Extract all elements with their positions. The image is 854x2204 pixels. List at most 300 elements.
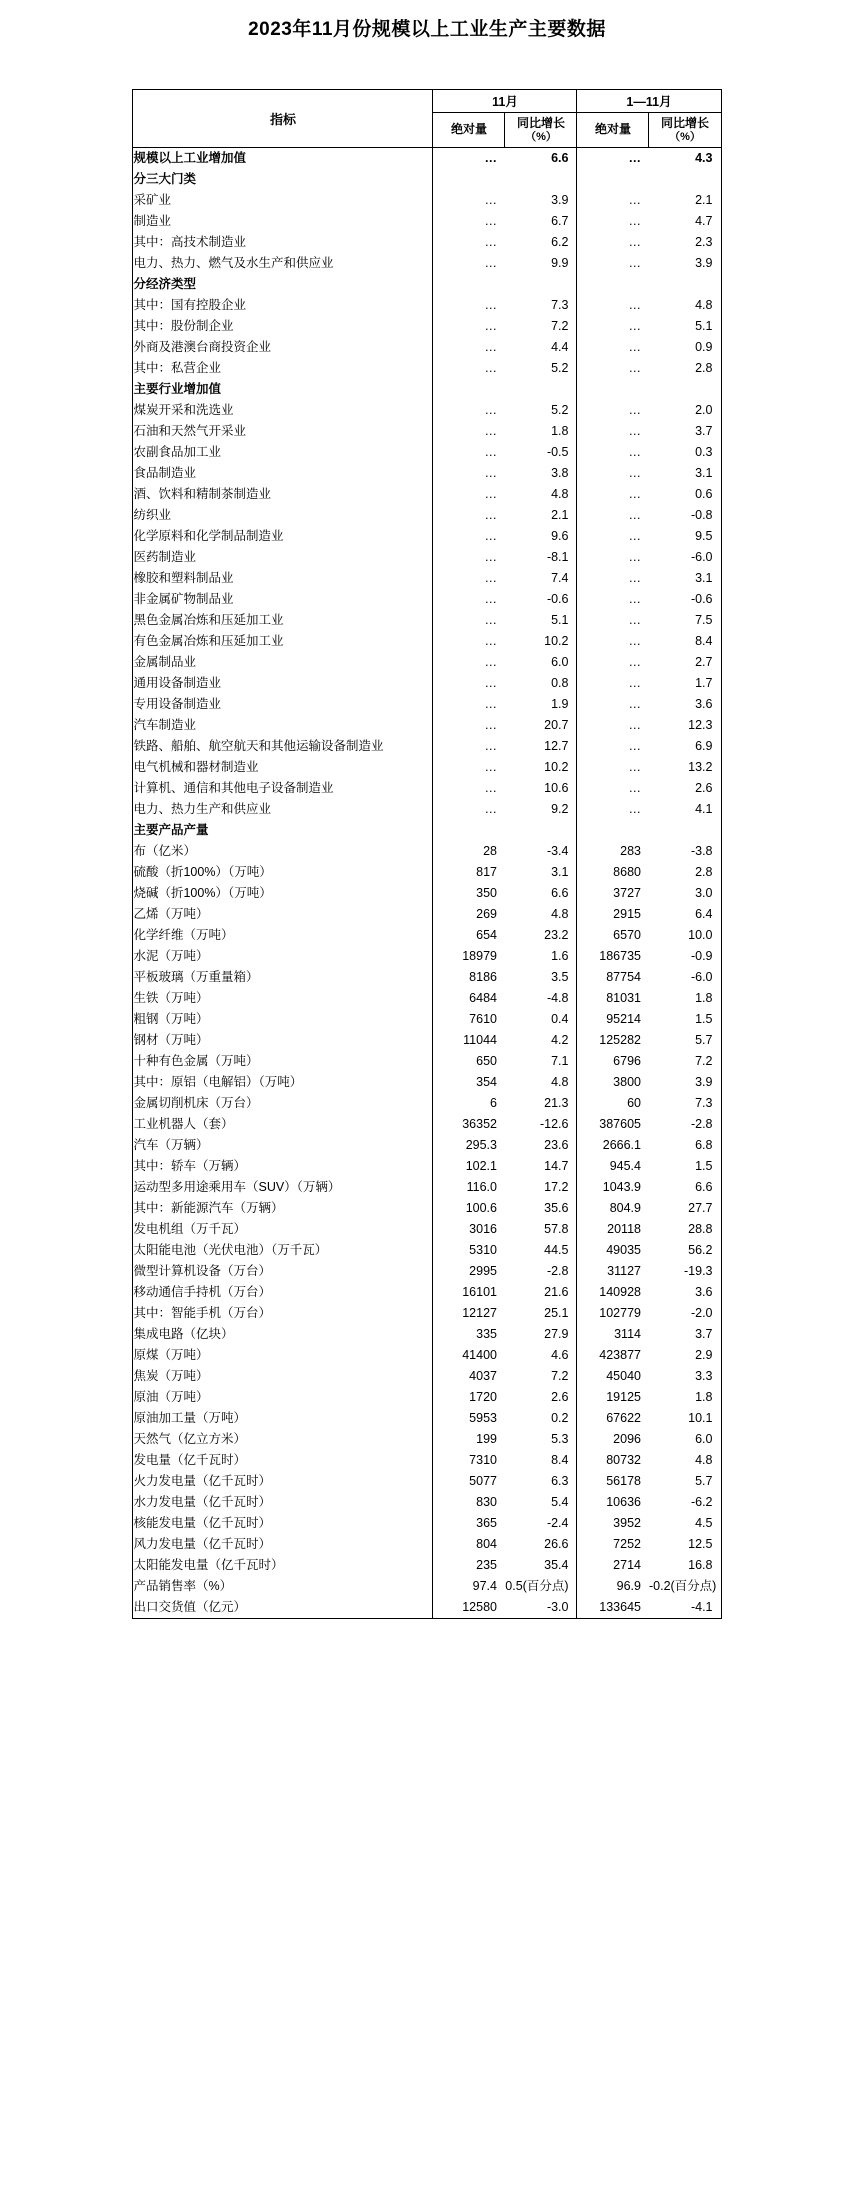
cell-cumulative-yoy: -3.8: [649, 841, 721, 862]
row-label: 主要行业增加值: [133, 379, 433, 400]
table-row: [133, 967, 721, 988]
row-label: 太阳能电池（光伏电池）（万千瓦）: [133, 1240, 433, 1261]
cell-cumulative-yoy: 0.3: [649, 442, 721, 463]
row-label: 产品销售率（%）: [133, 1576, 433, 1597]
cell-month-yoy: 23.2: [544, 928, 569, 942]
row-label: 其中：轿车（万辆）: [133, 1156, 433, 1177]
cell-cumulative-yoy: 12.3: [649, 715, 721, 736]
cell-cumulative-yoy: 3.3: [649, 1366, 721, 1387]
row-label: 出口交货值（亿元）: [133, 1597, 433, 1619]
statistics-table-container: [0, 47, 854, 1629]
cell-cumulative-absolute: …: [577, 190, 649, 211]
cell-cumulative-yoy: -2.0: [649, 1303, 721, 1324]
sub-label-yoy-month: 同比增长: [516, 115, 565, 130]
cell-month-yoy: -12.6: [539, 1117, 569, 1131]
cell-month-yoy: 9.2: [551, 802, 569, 816]
row-label: 黑色金属冶炼和压延加工业: [133, 610, 433, 631]
cell-month-absolute: …: [484, 718, 497, 732]
cell-cumulative-absolute: …: [577, 715, 649, 736]
cell-cumulative-absolute: …: [577, 358, 649, 379]
table-row: [133, 526, 721, 547]
cell-month-absolute: 830: [476, 1495, 497, 1509]
cell-month-yoy: 4.8: [551, 907, 569, 921]
cell-cumulative-absolute: …: [577, 757, 649, 778]
row-label: 其中：高技术制造业: [133, 232, 433, 253]
cell-month-absolute: …: [484, 760, 497, 774]
cell-cumulative-yoy: 27.7: [649, 1198, 721, 1219]
table-row: [133, 1576, 721, 1597]
cell-cumulative-yoy: 3.7: [649, 1324, 721, 1345]
cell-month-absolute: 36352: [462, 1117, 497, 1131]
cell-month-absolute: 12580: [433, 1597, 505, 1619]
column-group-month: 11月: [433, 90, 577, 113]
cell-month-absolute: 654: [476, 928, 497, 942]
cell-month-yoy: 1.6: [551, 949, 569, 963]
cell-cumulative-absolute: [577, 379, 649, 400]
table-row: [133, 379, 721, 400]
cell-month-absolute: …: [484, 781, 497, 795]
table-row: [133, 1009, 721, 1030]
table-row: [133, 1303, 721, 1324]
row-label: 橡胶和塑料制品业: [133, 568, 433, 589]
cell-cumulative-absolute: …: [577, 484, 649, 505]
cell-month-absolute: 18979: [462, 949, 497, 963]
table-row: [133, 631, 721, 652]
table-row: [133, 841, 721, 862]
cell-month-yoy: 3.1: [551, 865, 569, 879]
cell-cumulative-absolute: 423877: [577, 1345, 649, 1366]
table-row: [133, 1198, 721, 1219]
cell-cumulative-yoy: 2.7: [649, 652, 721, 673]
cell-month-yoy: 7.2: [551, 1369, 569, 1383]
cell-month-yoy: 0.4: [551, 1012, 569, 1026]
cell-month-absolute: 2995: [469, 1264, 497, 1278]
cell-month-absolute: 7310: [469, 1453, 497, 1467]
cell-cumulative-absolute: 387605: [577, 1114, 649, 1135]
cell-month-absolute: …: [484, 298, 497, 312]
cell-cumulative-absolute: …: [577, 799, 649, 820]
cell-cumulative-yoy: 4.8: [649, 1450, 721, 1471]
cell-month-yoy: 10.2: [544, 760, 569, 774]
cell-month-absolute: …: [484, 634, 497, 648]
cell-month-absolute: …: [484, 403, 497, 417]
table-row: [133, 925, 721, 946]
cell-month-yoy: 44.5: [544, 1243, 569, 1257]
cell-cumulative-yoy: 4.7: [649, 211, 721, 232]
cell-month-yoy: 0.8: [551, 676, 569, 690]
cell-cumulative-absolute: …: [577, 253, 649, 274]
table-row: [133, 988, 721, 1009]
table-row: [133, 694, 721, 715]
cell-cumulative-absolute: 31127: [577, 1261, 649, 1282]
table-row: [133, 1051, 721, 1072]
cell-month-absolute: …: [484, 802, 497, 816]
cell-cumulative-absolute: …: [577, 211, 649, 232]
cell-cumulative-yoy: 3.6: [649, 694, 721, 715]
table-row: [133, 1261, 721, 1282]
cell-cumulative-yoy: 2.1: [649, 190, 721, 211]
table-row: [133, 190, 721, 211]
table-row: [133, 778, 721, 799]
cell-cumulative-yoy: 1.7: [649, 673, 721, 694]
cell-month-absolute: …: [484, 592, 497, 606]
row-label: 钢材（万吨）: [133, 1030, 433, 1051]
row-label: 天然气（亿立方米）: [133, 1429, 433, 1450]
cell-cumulative-yoy: 1.8: [649, 988, 721, 1009]
cell-cumulative-yoy: 3.9: [649, 1072, 721, 1093]
page-title: 2023年11月份规模以上工业生产主要数据: [248, 19, 606, 40]
cell-month-absolute: 3016: [469, 1222, 497, 1236]
table-row: [133, 316, 721, 337]
cell-month-yoy: 7.2: [551, 319, 569, 333]
cell-month-absolute: 804: [476, 1537, 497, 1551]
cell-month-yoy: 8.4: [551, 1453, 569, 1467]
row-label: 主要产品产量: [133, 820, 433, 841]
cell-month-absolute: …: [484, 529, 497, 543]
cell-month-absolute: …: [484, 424, 497, 438]
table-row: [133, 1030, 721, 1051]
row-label: 化学原料和化学制品制造业: [133, 526, 433, 547]
row-label: 移动通信手持机（万台）: [133, 1282, 433, 1303]
cell-cumulative-yoy: 3.6: [649, 1282, 721, 1303]
table-row: [133, 358, 721, 379]
cell-month-absolute: 5077: [469, 1474, 497, 1488]
row-label: 微型计算机设备（万台）: [133, 1261, 433, 1282]
table-row: [133, 1408, 721, 1429]
cell-cumulative-yoy: -2.8: [649, 1114, 721, 1135]
row-label: 纺织业: [133, 505, 433, 526]
row-label: 石油和天然气开采业: [133, 421, 433, 442]
cell-cumulative-absolute: [577, 820, 649, 841]
cell-cumulative-absolute: 3952: [577, 1513, 649, 1534]
cell-cumulative-absolute: …: [577, 589, 649, 610]
cell-cumulative-yoy: -4.1: [649, 1597, 721, 1619]
cell-month-yoy: 21.6: [544, 1285, 569, 1299]
cell-cumulative-yoy: 3.1: [649, 568, 721, 589]
cell-cumulative-absolute: …: [577, 631, 649, 652]
sub-label-yoy-cumulative: 同比增长: [660, 115, 709, 130]
cell-month-absolute: 817: [476, 865, 497, 879]
cell-month-absolute: 199: [476, 1432, 497, 1446]
row-label: 医药制造业: [133, 547, 433, 568]
cell-cumulative-yoy: 13.2: [649, 757, 721, 778]
table-row: [133, 400, 721, 421]
cell-cumulative-yoy: 2.3: [649, 232, 721, 253]
table-row: [133, 1156, 721, 1177]
cell-month-absolute: 97.4: [472, 1579, 497, 1593]
row-label: 核能发电量（亿千瓦时）: [133, 1513, 433, 1534]
cell-cumulative-yoy: [649, 379, 721, 400]
row-label: 铁路、船舶、航空航天和其他运输设备制造业: [133, 736, 433, 757]
cell-month-absolute: …: [484, 655, 497, 669]
cell-month-yoy: 5.4: [551, 1495, 569, 1509]
cell-month-absolute: …: [484, 214, 497, 228]
cell-cumulative-absolute: …: [577, 505, 649, 526]
sub-unit-yoy-cumulative: （%）: [669, 130, 701, 143]
cell-cumulative-absolute: 186735: [577, 946, 649, 967]
cell-month-yoy: 9.6: [551, 529, 569, 543]
table-row: [133, 1492, 721, 1513]
cell-cumulative-yoy: -0.8: [649, 505, 721, 526]
cell-month-yoy: [505, 169, 577, 190]
cell-month-yoy: -0.6: [546, 592, 569, 606]
cell-cumulative-yoy: 0.6: [649, 484, 721, 505]
cell-cumulative-absolute: …: [577, 736, 649, 757]
cell-month-absolute: …: [484, 676, 497, 690]
table-row: [133, 820, 721, 841]
cell-month-yoy: 0.2: [551, 1411, 569, 1425]
cell-month-absolute: [433, 274, 505, 295]
cell-month-absolute: 5310: [469, 1243, 497, 1257]
cell-month-yoy: 6.2: [551, 235, 569, 249]
cell-cumulative-absolute: 56178: [577, 1471, 649, 1492]
cell-cumulative-yoy: 3.7: [649, 421, 721, 442]
cell-month-absolute: …: [484, 340, 497, 354]
row-label: 硫酸（折100%）（万吨）: [133, 862, 433, 883]
cell-cumulative-absolute: …: [577, 526, 649, 547]
cell-cumulative-absolute: …: [577, 400, 649, 421]
cell-month-yoy: 10.6: [544, 781, 569, 795]
cell-month-absolute: 28: [483, 844, 497, 858]
cell-month-yoy: 9.9: [551, 256, 569, 270]
cell-month-yoy: 21.3: [544, 1096, 569, 1110]
cell-cumulative-yoy: 7.5: [649, 610, 721, 631]
cell-month-yoy: -4.8: [546, 991, 569, 1005]
table-row: [133, 1093, 721, 1114]
cell-cumulative-absolute: 125282: [577, 1030, 649, 1051]
row-label: 太阳能发电量（亿千瓦时）: [133, 1555, 433, 1576]
cell-cumulative-absolute: …: [577, 148, 649, 170]
row-label: 电气机械和器材制造业: [133, 757, 433, 778]
row-label: 原油加工量（万吨）: [133, 1408, 433, 1429]
cell-cumulative-absolute: …: [577, 610, 649, 631]
cell-cumulative-yoy: 7.3: [649, 1093, 721, 1114]
cell-cumulative-yoy: 2.9: [649, 1345, 721, 1366]
cell-month-absolute: 335: [476, 1327, 497, 1341]
cell-month-absolute: 16101: [462, 1285, 497, 1299]
cell-month-yoy: 3.8: [551, 466, 569, 480]
row-label: 原油（万吨）: [133, 1387, 433, 1408]
row-label: 运动型多用途乘用车（SUV）（万辆）: [133, 1177, 433, 1198]
cell-cumulative-absolute: 95214: [577, 1009, 649, 1030]
cell-cumulative-yoy: 6.8: [649, 1135, 721, 1156]
column-header-cumulative-absolute: [577, 113, 649, 148]
cell-cumulative-yoy: -6.0: [649, 547, 721, 568]
cell-month-yoy: -2.4: [546, 1516, 569, 1530]
cell-month-absolute: …: [484, 739, 497, 753]
cell-month-yoy: 5.2: [551, 361, 569, 375]
cell-cumulative-absolute: 49035: [577, 1240, 649, 1261]
cell-month-absolute: …: [484, 319, 497, 333]
column-header-indicator: 指标: [133, 90, 433, 148]
cell-month-yoy: 6.6: [551, 151, 569, 165]
cell-month-absolute: 4037: [469, 1369, 497, 1383]
cell-cumulative-absolute: 6796: [577, 1051, 649, 1072]
row-label: 分经济类型: [133, 274, 433, 295]
column-header-cumulative-yoy: [649, 113, 721, 148]
cell-month-absolute: 295.3: [465, 1138, 497, 1152]
table-row: [133, 169, 721, 190]
cell-cumulative-absolute: …: [577, 442, 649, 463]
cell-cumulative-absolute: 2666.1: [577, 1135, 649, 1156]
cell-cumulative-yoy: -6.0: [649, 967, 721, 988]
cell-month-absolute: …: [484, 697, 497, 711]
cell-month-absolute: …: [484, 193, 497, 207]
cell-month-absolute: …: [484, 235, 497, 249]
cell-month-absolute: 1720: [469, 1390, 497, 1404]
cell-month-absolute: 269: [476, 907, 497, 921]
row-label: 金属制品业: [133, 652, 433, 673]
row-label: 非金属矿物制品业: [133, 589, 433, 610]
cell-month-yoy: 1.9: [551, 697, 569, 711]
table-row: [133, 589, 721, 610]
row-label: 化学纤维（万吨）: [133, 925, 433, 946]
row-label: 乙烯（万吨）: [133, 904, 433, 925]
cell-month-absolute: …: [484, 613, 497, 627]
row-label: 粗钢（万吨）: [133, 1009, 433, 1030]
cell-month-yoy: 12.7: [544, 739, 569, 753]
table-row: [133, 904, 721, 925]
cell-month-absolute: 102.1: [465, 1159, 497, 1173]
cell-cumulative-absolute: …: [577, 547, 649, 568]
cell-month-absolute: 41400: [462, 1348, 497, 1362]
column-header-month-yoy: [505, 113, 577, 148]
cell-month-yoy: 2.6: [551, 1390, 569, 1404]
table-row: [133, 883, 721, 904]
row-label: 集成电路（亿块）: [133, 1324, 433, 1345]
row-label: 计算机、通信和其他电子设备制造业: [133, 778, 433, 799]
cell-cumulative-absolute: 283: [577, 841, 649, 862]
table-row: [133, 1282, 721, 1303]
cell-cumulative-absolute: …: [577, 316, 649, 337]
table-row: [133, 1072, 721, 1093]
cell-cumulative-yoy: 10.1: [649, 1408, 721, 1429]
table-row: [133, 442, 721, 463]
row-label: 烧碱（折100%）（万吨）: [133, 883, 433, 904]
row-label: 有色金属冶炼和压延加工业: [133, 631, 433, 652]
cell-cumulative-yoy: 3.0: [649, 883, 721, 904]
cell-month-yoy: 3.5: [551, 970, 569, 984]
sub-label-absolute-cumulative: 绝对量: [594, 122, 631, 137]
cell-cumulative-yoy: 4.1: [649, 799, 721, 820]
cell-month-absolute: 365: [476, 1516, 497, 1530]
cell-cumulative-absolute: …: [577, 652, 649, 673]
table-row: [133, 736, 721, 757]
cell-month-yoy: 7.1: [551, 1054, 569, 1068]
table-row: [133, 211, 721, 232]
cell-cumulative-absolute: …: [577, 694, 649, 715]
table-row: [133, 862, 721, 883]
cell-cumulative-absolute: 8680: [577, 862, 649, 883]
cell-month-yoy: 3.9: [551, 193, 569, 207]
row-label: 分三大门类: [133, 169, 433, 190]
table-row: [133, 1114, 721, 1135]
table-header: [133, 90, 721, 148]
cell-cumulative-yoy: 1.5: [649, 1156, 721, 1177]
table-row: [133, 547, 721, 568]
table-row: [133, 484, 721, 505]
cell-cumulative-yoy: 2.8: [649, 358, 721, 379]
cell-cumulative-absolute: …: [577, 673, 649, 694]
cell-cumulative-absolute: 96.9: [577, 1576, 649, 1597]
row-label: 专用设备制造业: [133, 694, 433, 715]
cell-cumulative-yoy: 2.0: [649, 400, 721, 421]
cell-cumulative-yoy: [649, 169, 721, 190]
cell-month-yoy: 23.6: [544, 1138, 569, 1152]
cell-month-absolute: 7610: [469, 1012, 497, 1026]
table-row: [133, 568, 721, 589]
cell-cumulative-absolute: 945.4: [577, 1156, 649, 1177]
cell-cumulative-yoy: 6.6: [649, 1177, 721, 1198]
row-label: 其中：国有控股企业: [133, 295, 433, 316]
table-row: [133, 799, 721, 820]
cell-cumulative-absolute: …: [577, 295, 649, 316]
cell-month-absolute: 650: [476, 1054, 497, 1068]
table-row: [133, 1345, 721, 1366]
cell-month-yoy: 4.8: [551, 487, 569, 501]
cell-cumulative-yoy: 4.8: [649, 295, 721, 316]
cell-month-absolute: [433, 379, 505, 400]
cell-month-yoy: 35.4: [544, 1558, 569, 1572]
cell-month-yoy: 35.6: [544, 1201, 569, 1215]
cell-cumulative-absolute: 3114: [577, 1324, 649, 1345]
cell-month-absolute: …: [484, 466, 497, 480]
cell-cumulative-absolute: 133645: [577, 1597, 649, 1619]
row-label: 水力发电量（亿千瓦时）: [133, 1492, 433, 1513]
row-label: 电力、热力生产和供应业: [133, 799, 433, 820]
cell-month-yoy: 0.5(百分点): [505, 1579, 569, 1593]
cell-cumulative-absolute: 3727: [577, 883, 649, 904]
cell-cumulative-yoy: [649, 274, 721, 295]
cell-month-yoy: [505, 379, 577, 400]
cell-cumulative-yoy: 12.5: [649, 1534, 721, 1555]
row-label: 电力、热力、燃气及水生产和供应业: [133, 253, 433, 274]
cell-cumulative-yoy: 4.3: [649, 148, 721, 170]
table-row: [133, 1240, 721, 1261]
cell-month-yoy: 14.7: [544, 1159, 569, 1173]
row-label: 通用设备制造业: [133, 673, 433, 694]
table-row: [133, 610, 721, 631]
row-label: 煤炭开采和洗选业: [133, 400, 433, 421]
cell-cumulative-absolute: …: [577, 232, 649, 253]
row-label: 工业机器人（套）: [133, 1114, 433, 1135]
table-row: [133, 757, 721, 778]
cell-cumulative-yoy: -0.6: [649, 589, 721, 610]
cell-month-absolute: …: [484, 550, 497, 564]
cell-cumulative-absolute: 80732: [577, 1450, 649, 1471]
cell-cumulative-absolute: 2714: [577, 1555, 649, 1576]
cell-month-yoy: 5.1: [551, 613, 569, 627]
cell-month-absolute: 5953: [469, 1411, 497, 1425]
table-row: [133, 1555, 721, 1576]
cell-cumulative-absolute: 2096: [577, 1429, 649, 1450]
cell-month-yoy: 5.3: [551, 1432, 569, 1446]
row-label: 酒、饮料和精制茶制造业: [133, 484, 433, 505]
cell-month-absolute: 11044: [463, 1033, 497, 1047]
cell-cumulative-absolute: 60: [577, 1093, 649, 1114]
table-row: [133, 1366, 721, 1387]
table-row: [133, 673, 721, 694]
row-label: 金属切削机床（万台）: [133, 1093, 433, 1114]
cell-month-absolute: [433, 169, 505, 190]
cell-cumulative-absolute: 1043.9: [577, 1177, 649, 1198]
cell-month-absolute: 354: [476, 1075, 497, 1089]
row-label: 制造业: [133, 211, 433, 232]
cell-cumulative-yoy: 4.5: [649, 1513, 721, 1534]
cell-month-yoy: [505, 274, 577, 295]
table-row: [133, 274, 721, 295]
cell-month-yoy: -8.1: [546, 550, 569, 564]
